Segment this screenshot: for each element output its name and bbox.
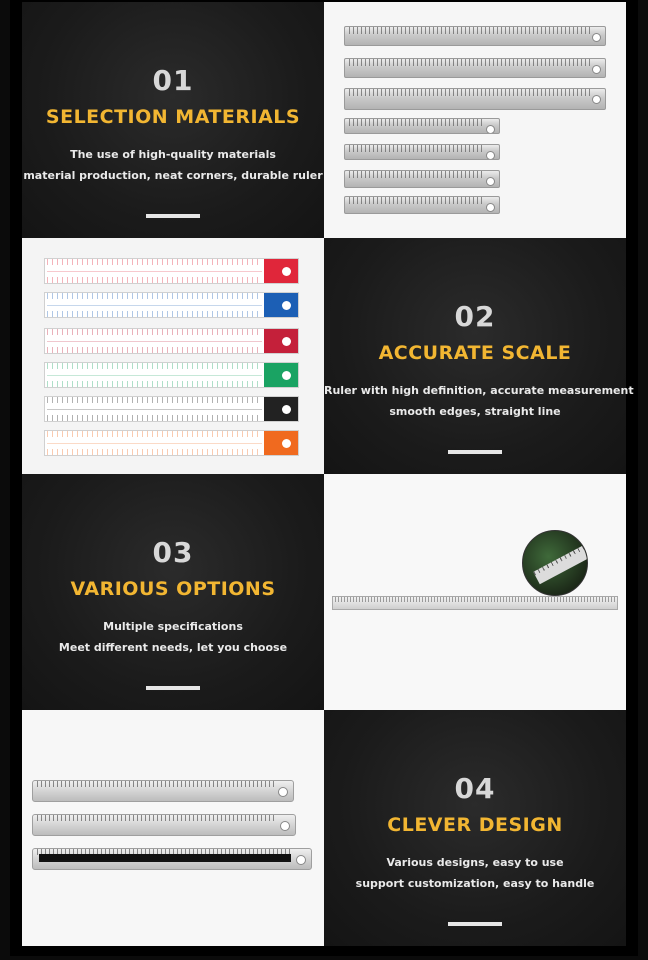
- ruler-closeup-image: [522, 530, 588, 596]
- page-frame: [10, 0, 638, 956]
- section-01-panel: [22, 2, 324, 238]
- description-line: smooth edges, straight line: [389, 405, 561, 418]
- colored-rulers-image: [22, 238, 324, 474]
- colored-ruler-image: [44, 328, 299, 354]
- steel-rulers-image: [324, 2, 626, 238]
- long-ruler-image: [324, 474, 626, 710]
- steel-ruler-image: [344, 88, 606, 110]
- section-number: 02: [454, 300, 496, 333]
- steel-ruler-image: [32, 814, 296, 836]
- section-title: SELECTION MATERIALS: [45, 106, 301, 128]
- section-title: ACCURATE SCALE: [378, 342, 572, 364]
- steel-ruler-image: [344, 196, 500, 214]
- section-number: 01: [152, 64, 194, 97]
- colored-ruler-image: [44, 362, 299, 388]
- colored-ruler-image: [44, 396, 299, 422]
- colored-ruler-image: [44, 430, 299, 456]
- steel-ruler-image: [344, 26, 606, 46]
- wide-rulers-image: [22, 710, 324, 946]
- section-04-panel: [324, 710, 626, 946]
- divider-bar: [146, 214, 200, 218]
- section-number: 04: [454, 772, 496, 805]
- description-line: The use of high-quality materials: [70, 148, 276, 161]
- description-line: Meet different needs, let you choose: [58, 641, 288, 654]
- description-line: Multiple specifications: [103, 620, 243, 633]
- section-02-panel: [324, 238, 634, 474]
- description-line: Ruler with high definition, accurate measurement: [324, 384, 634, 397]
- description-line: support customization, easy to handle: [355, 877, 595, 890]
- description-line: Various designs, easy to use: [386, 856, 564, 869]
- colored-ruler-image: [44, 258, 299, 284]
- section-description: [22, 144, 324, 186]
- section-03-panel: [22, 474, 324, 710]
- steel-ruler-image: [344, 118, 500, 134]
- black-band-ruler-image: [32, 848, 312, 870]
- divider-bar: [448, 922, 502, 926]
- description-line: material production, neat corners, durable ruler: [23, 169, 323, 182]
- colored-ruler-image: [44, 292, 299, 318]
- steel-ruler-image: [344, 170, 500, 188]
- section-description: [22, 616, 324, 658]
- section-description: [324, 852, 626, 894]
- feature-grid: [22, 2, 634, 946]
- divider-bar: [448, 450, 502, 454]
- steel-ruler-image: [344, 144, 500, 160]
- section-description: [324, 380, 634, 422]
- steel-ruler-image: [32, 780, 294, 802]
- steel-ruler-image: [344, 58, 606, 78]
- divider-bar: [146, 686, 200, 690]
- long-steel-ruler-image: [332, 596, 618, 610]
- section-title: CLEVER DESIGN: [387, 814, 563, 836]
- section-number: 03: [152, 536, 194, 569]
- section-title: VARIOUS OPTIONS: [70, 578, 276, 600]
